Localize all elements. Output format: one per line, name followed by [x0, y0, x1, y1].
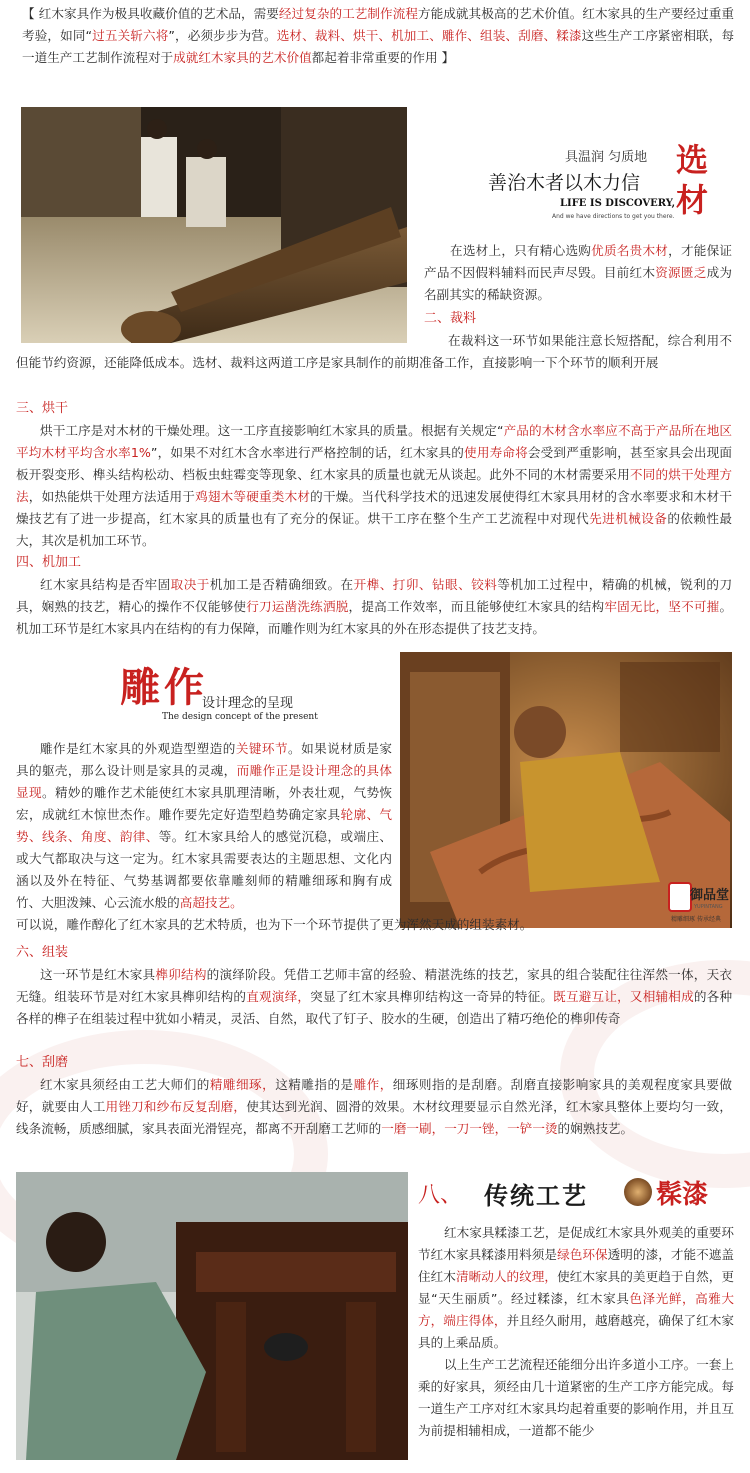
- brand-pinyin: YUPINTANG: [694, 904, 723, 910]
- diaozuo-paragraph-end: 可以说，雕作醇化了红木家具的艺术特质，也为下一个环节提供了更为浑然天成的组装素材。: [16, 917, 533, 932]
- xiuqi-paragraph: 红木家具糅漆工艺，是促成红木家具外观美的重要环节红木家具糅漆用料须是绿色环保透明的漆，才能不遮盖住红木清晰动人的纹理，使红木家具的美更趋于自然，更显“天生丽质”。经过糅漆，红木家具色泽光鲜，高雅大方，端庄得体，并且经久耐用，越磨越亮，确保了红木家具的上乘品质。: [418, 1225, 735, 1350]
- diaozuo-paragraph: 雕作是红木家具的外观造型塑造的关键环节。如果说材质是家具的躯壳，那么设计则是家具的灵魂，而雕作正是设计理念的具体显现。精妙的雕作艺术能使红木家具肌理清晰，外表壮观，气势恢宏，成就红木惊世杰作。雕作要先定好造型趋势确定家具轮廓、气势、线条、角度、韵律、等。红木家具给人的感觉沉稳，或端庄、或大气都取决与这一定为。红木家具需要表达的主题思想、文化内涵以及外在特征、气势基调都要依靠雕刻师的精雕细琢和胸有成竹、大胆泼辣、心云流水般的高超技艺。: [16, 741, 393, 910]
- heading-honggan: 三、烘干: [16, 401, 69, 416]
- xuancai-paragraph: 在选材上，只有精心选购优质名贵木材，才能保证产品不因假料辅料而民声尽毁。目前红木资源匮乏成为名副其实的稀缺资源。: [424, 243, 733, 302]
- banner-en-2: And we have directions to get you there.: [552, 213, 675, 220]
- banner2-en: The design concept of the present: [162, 712, 318, 722]
- honggan-paragraph: 烘干工序是对木材的干燥处理。这一工序直接影响红木家具的质量。根据有关规定“产品的木材含水率应不高于产品所在地区平均木材平均含水率1%”，如果不对红木含水率进行严格控制的话，红木家具的使用寿命将会受到严重影响，甚至家具会出现面板开裂变形、榫头结构松动、档板虫蛀霉变等现象、红木家具的质量也就无从谈起。此外不同的木材需要采用不同的烘干处理方法，如热能烘干处理方法适用于鸡翅木等硬重类木材的干燥。当代科学技术的迅速发展使得红木家具用材的含水率要求和木材干燥技艺有了进一步提高，红木家具的质量也有了充分的保证。烘干工序在整个生产工艺流程中对现代先进机械设备的依赖性最大，其次是机加工环节。: [16, 423, 733, 548]
- photo-lacquer: [16, 1172, 408, 1460]
- cailiao-paragraph: 在裁料这一环节如果能注意长短搭配，综合利用不但能节约资源，还能降低成本。选材、裁料这两道工序是家具制作的前期准备工作，直接影响一下个环节的顺利开展: [16, 333, 732, 370]
- heading-jijiagong: 四、机加工: [16, 555, 82, 570]
- banner-diaozuo: [110, 656, 370, 726]
- heading-cailiao: 二、裁料: [424, 311, 477, 326]
- calligraphy-xuancai: 选材: [676, 141, 709, 219]
- banner-en-1: LIFE IS DISCOVERY,: [560, 198, 676, 209]
- banner-tagline-2: 善治木者以木力信: [488, 172, 641, 194]
- intro-paragraph: 【 红木家具作为极具收藏价值的艺术品，需要经过复杂的工艺制作流程方能成就其极高的艺术价值。红木家具的生产要经过重重考验，如同“过五关斩六将”，必须步步为营。选材、裁料、烘干、机加工、雕作、组装、刮磨、糅漆这些生产工序紧密相联，每一道生产工艺制作流程对于成就红木家具的艺术价值都起着非常重要的作用 】: [22, 6, 735, 65]
- heading-zuzhuang: 六、组装: [16, 945, 69, 960]
- banner2-cn: 设计理念的呈现: [202, 696, 294, 711]
- brand-name: 御品堂: [690, 888, 730, 903]
- calligraphy-xiuqi: 髹漆: [656, 1180, 709, 1210]
- heading-xiuqi: [418, 1172, 734, 1220]
- heading-xiuqi-title: 传统工艺: [484, 1181, 588, 1210]
- banner-xuancai: [420, 140, 740, 230]
- photo-wood-selection: [21, 107, 407, 343]
- lacquer-emblem-icon: [624, 1178, 652, 1206]
- heading-guamo: 七、刮磨: [16, 1055, 69, 1070]
- calligraphy-diaozuo: 雕作: [120, 664, 208, 711]
- banner-tagline-1: 具温润 匀质地: [565, 150, 648, 165]
- zuzhuang-paragraph: 这一环节是红木家具榫卯结构的演绎阶段。凭借工艺师丰富的经验、精湛洗练的技艺，家具的组合装配往往浑然一体，天衣无缝。组装环节是对红木家具榫卯结构的直观演绎，突显了红木家具榫卯结构这一奇异的特征。既互避互让，又相辅相成的各种各样的榫子在组装过程中犹如小精灵，灵活、自然，取代了钉子、胶水的生硬，创造出了精巧绝伦的榫卯传奇: [16, 967, 733, 1026]
- brand-tag: 精雕细琢 传承经典: [671, 916, 721, 923]
- seal-icon: [668, 882, 692, 912]
- xiuqi-paragraph-2: 以上生产工艺流程还能细分出许多道小工序。一套上乘的好家具，须经由几十道紧密的生产工序方能完成。每一道生产工序对红木家具均起着重要的影响作用，并且互为前提相辅相成，一道都不能少: [418, 1357, 734, 1438]
- guamo-paragraph: 红木家具须经由工艺大师们的精雕细琢，这精雕指的是雕作，细琢则指的是刮磨。刮磨直接影响家具的美观程度家具要做好，就要由人工用锉刀和纱布反复刮磨，使其达到光润、圆滑的效果。木材纹理要显示自然光泽，红木家具整体上要均匀一致，线条流畅，质感细腻，家具表面光滑锃亮，都离不开刮磨工艺师的一磨一刷，一刀一锉，一铲一烫的娴熟技艺。: [16, 1077, 733, 1136]
- heading-xiuqi-num: 八、: [418, 1183, 463, 1208]
- brand-seal: [660, 880, 732, 932]
- jijiagong-paragraph: 红木家具结构是否牢固取决于机加工是否精确细致。在开榫、打卯、钻眼、铰料等机加工过程中，精确的机械，锐利的刀具，娴熟的技艺，精心的操作不仅能够使行刀运凿洗练洒脱，提高工作效率，而且能够使红木家具的结构牢固无比，坚不可摧。机加工环节是红木家具内在结构的有力保障，而雕作则为红木家具的外在形态提供了技艺支持。: [16, 577, 733, 636]
